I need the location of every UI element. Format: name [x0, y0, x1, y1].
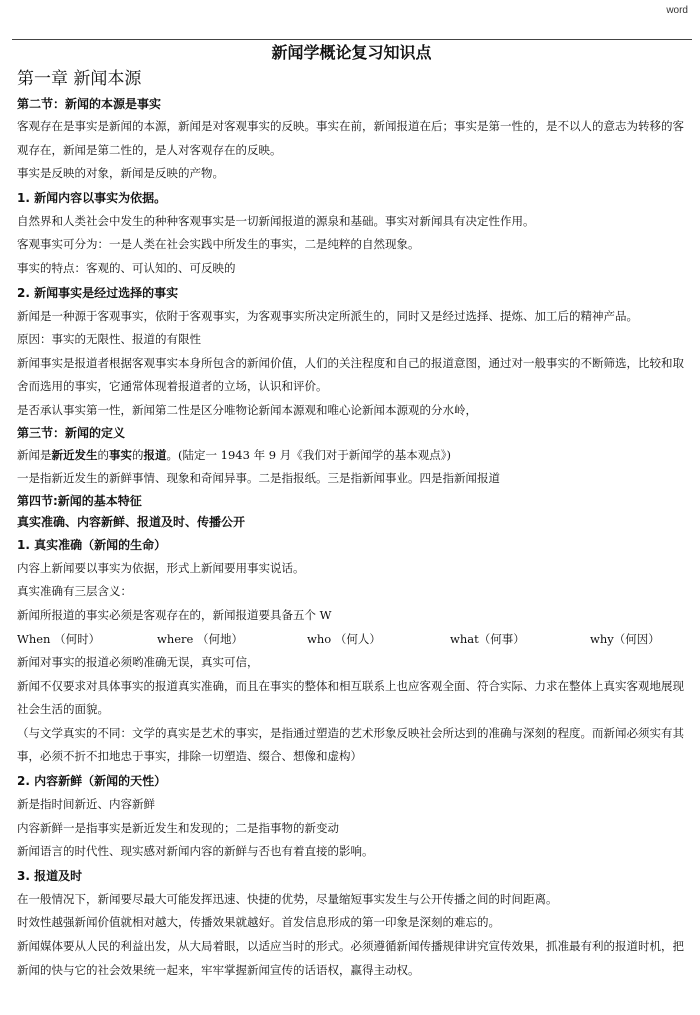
document-page — [17, 40, 686, 982]
header-tag: word — [666, 5, 688, 16]
definition-paragraph — [17, 444, 686, 468]
paragraph: 真实准确有三层含义： — [17, 584, 132, 599]
paragraph: 事实的特点：客观的、可认知的、可反映的 — [17, 260, 236, 275]
definition-text: 新闻是 — [17, 447, 52, 462]
paragraph: 自然界和人类社会中发生的种种客观事实是一切新闻报道的源泉和基础。事实对新闻具有决定性作用。 — [17, 213, 535, 228]
paragraph: 原因：事实的无限性、报道的有限性 — [17, 332, 201, 347]
five-w-item: who （何人） — [307, 631, 381, 646]
paragraph: 客观存在是事实是新闻的本源，新闻是对客观事实的反映。事实在前，新闻报道在后；事实是第一性的，是不以人的意志为转移的客观存在，新闻是第二性的，是人对客观存在的反映。 — [17, 119, 684, 157]
paragraph: 新闻所报道的事实必须是客观存在的，新闻报道要具备五个 W — [17, 607, 332, 622]
subsection-heading: 1. 新闻内容以事实为依据。 — [17, 190, 167, 205]
subsection-heading: 3. 报道及时 — [17, 868, 83, 883]
paragraph: 内容新鲜一是指事实是新近发生和发现的；二是指事物的新变动 — [17, 820, 339, 835]
definition-text: 的 — [132, 447, 144, 462]
paragraph: 新闻媒体要从人民的利益出发，从大局着眼，以适应当时的形式。必须遵循新闻传播规律讲究宣传效果，抓准最有利的报道时机，把新闻的快与它的社会效果统一起来，牢牢掌握新闻宣传的话语权，赢得主动权。 — [17, 939, 684, 977]
subsection-heading: 2. 内容新鲜（新闻的天性） — [17, 774, 167, 789]
paragraph: 新闻不仅要求对具体事实的报道真实准确，而且在事实的整体和相互联系上也应客观全面、符合实际、力求在整体上真实客观地展现社会生活的面貌。 — [17, 678, 684, 717]
section-4-heading: 第四节:新闻的基本特征 — [17, 493, 142, 508]
five-w-item: why（何因） — [590, 631, 660, 646]
paragraph: 一是指新近发生的新鲜事情、现象和奇闻异事。二是指报纸。三是指新闻事业。四是指新闻报道 — [17, 471, 500, 486]
definition-text: 的 — [97, 447, 109, 462]
definition-keyword: 新近发生 — [51, 447, 98, 462]
chapter-heading: 第一章 新闻本源 — [17, 69, 142, 89]
five-w-item: where （何地） — [157, 631, 244, 646]
paragraph: 内容上新闻要以事实为依据，形式上新闻要用事实说话。 — [17, 560, 305, 575]
subsection-heading: 2. 新闻事实是经过选择的事实 — [17, 285, 179, 300]
paragraph: 新闻语言的时代性、现实感对新闻内容的新鲜与否也有着直接的影响。 — [17, 844, 374, 859]
paragraph: 在一般情况下，新闻要尽最大可能发挥迅速、快捷的优势，尽量缩短事实发生与公开传播之间的时间距离。 — [17, 891, 558, 906]
paragraph: 事实是反映的对象，新闻是反映的产物。 — [17, 166, 224, 181]
paragraph: 新闻是一种源于客观事实，依附于客观事实，为客观事实所决定所派生的，同时又是经过选择、提炼、加工后的精神产品。 — [17, 308, 638, 323]
paragraph: （与文学真实的不同：文学的真实是艺术的事实，是指通过塑造的艺术形象反映社会所达到的准确与深刻的程度。而新闻必须实有其事，必须不折不扣地忠于事实，排除一切塑造、缀合、想像和虚构） — [17, 725, 684, 764]
paragraph: 新是指时间新近、内容新鲜 — [17, 797, 155, 812]
section-2-heading: 第二节：新闻的本源是事实 — [17, 97, 162, 111]
section-3-heading: 第三节：新闻的定义 — [17, 425, 126, 440]
paragraph: 新闻对事实的报道必须哟准确无误，真实可信， — [17, 655, 259, 670]
paragraph: 时效性越强新闻价值就相对越大，传播效果就越好。首发信息形成的第一印象是深刻的难忘的。 — [17, 915, 500, 930]
definition-keyword: 报道 — [143, 447, 167, 462]
definition-citation: 。(陆定一 1943 年 9 月《我们对于新闻学的基本观点》) — [166, 447, 451, 462]
five-w-item: When （何时） — [17, 631, 101, 646]
five-w-list — [17, 628, 686, 652]
definition-keyword: 事实 — [109, 447, 132, 462]
section-4-summary: 真实准确、内容新鲜、报道及时、传播公开 — [17, 514, 246, 529]
subsection-heading: 1. 真实准确（新闻的生命） — [17, 537, 167, 552]
document-title: 新闻学概论复习知识点 — [271, 43, 432, 62]
paragraph: 是否承认事实第一性，新闻第二性是区分唯物论新闻本源观和唯心论新闻本源观的分水岭， — [17, 402, 477, 417]
five-w-item: what（何事） — [450, 631, 525, 646]
paragraph: 客观事实可分为：一是人类在社会实践中所发生的事实，二是纯粹的自然现象。 — [17, 237, 420, 252]
paragraph: 新闻事实是报道者根据客观事实本身所包含的新闻价值，人们的关注程度和自己的报道意图，通过对一般事实的不断筛选，比较和取舍而选用的事实，它通常体现着报道者的立场，认识和评价。 — [17, 355, 684, 394]
